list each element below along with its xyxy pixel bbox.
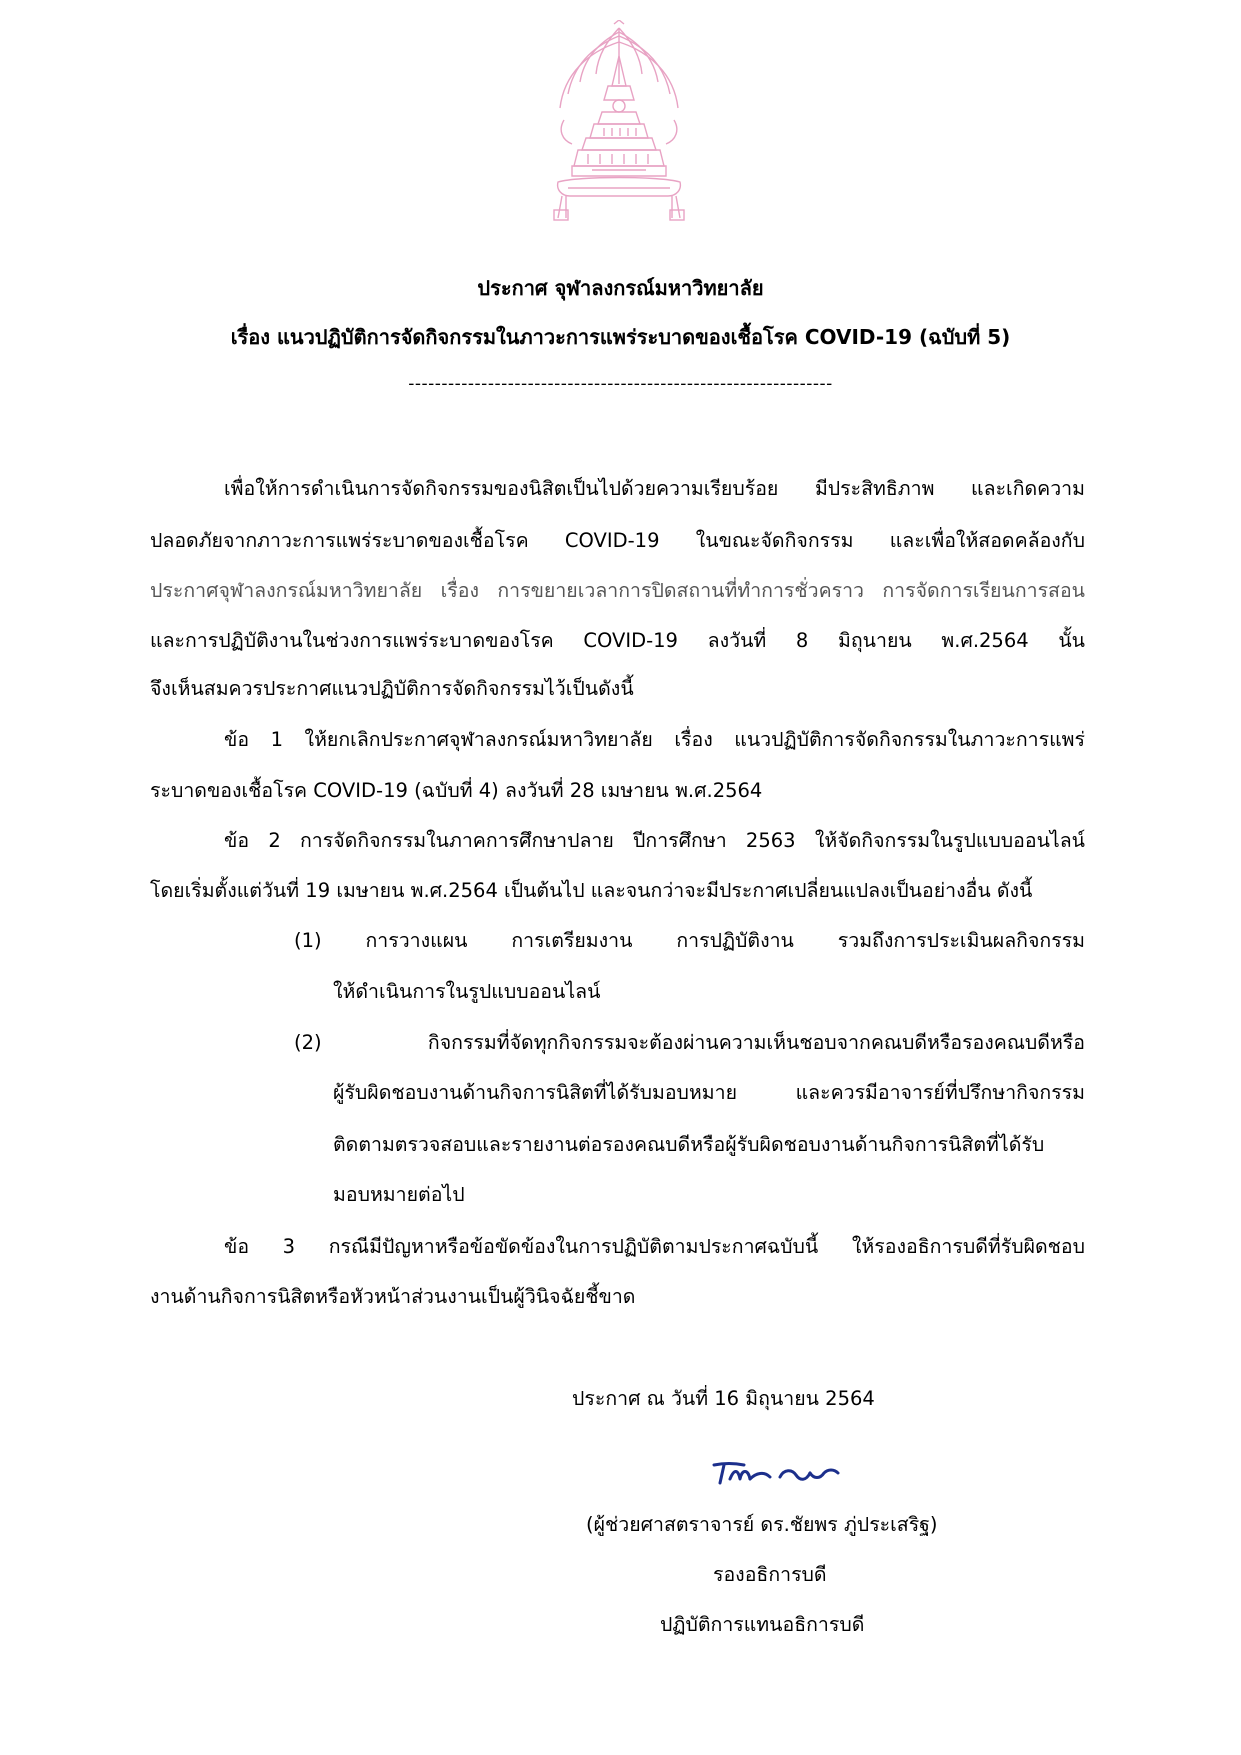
divider-line: ----------------------------------------------------------------	[408, 374, 833, 394]
intro-line: ประกาศจุฬาลงกรณ์มหาวิทยาลัย เรื่อง การขยายเวลาการปิดสถานที่ทำการชั่วคราว การจัดการเรียนการสอน	[150, 579, 1085, 602]
item-1-line: (1) การวางแผน การเตรียมงาน การปฏิบัติงาน รวมถึงการประเมินผลกิจกรรม	[294, 929, 1085, 952]
announcement-subject: เรื่อง แนวปฏิบัติการจัดกิจกรรมในภาวะการแพร่ระบาดของเชื้อโรค COVID-19 (ฉบับที่ 5)	[230, 325, 1011, 349]
item-1-line: ให้ดำเนินการในรูปแบบออนไลน์	[333, 980, 601, 1003]
university-seal-icon	[548, 20, 690, 222]
clause-1-line: ระบาดของเชื้อโรค COVID-19 (ฉบับที่ 4) ลงวันที่ 28 เมษายน พ.ศ.2564	[150, 779, 763, 802]
intro-line: ปลอดภัยจากภาวะการแพร่ระบาดของเชื้อโรค COVID-19 ในขณะจัดกิจกรรม และเพื่อให้สอดคล้องกับ	[150, 529, 1085, 552]
clause-3-line: งานด้านกิจการนิสิตหรือหัวหน้าส่วนงานเป็นผู้วินิจฉัยชี้ขาด	[150, 1285, 636, 1308]
clause-3-line: ข้อ 3 กรณีมีปัญหาหรือข้อขัดข้องในการปฏิบัติตามประกาศฉบับนี้ ให้รองอธิการบดีที่รับผิดชอบ	[224, 1235, 1085, 1258]
clause-2-line: โดยเริ่มตั้งแต่วันที่ 19 เมษายน พ.ศ.2564 เป็นต้นไป และจนกว่าจะมีประกาศเปลี่ยนแปลงเป็นอย่างอื่น ดังนี้	[150, 879, 1033, 902]
clause-2-line: ข้อ 2 การจัดกิจกรรมในภาคการศึกษาปลาย ปีการศึกษา 2563 ให้จัดกิจกรรมในรูปแบบออนไลน์	[224, 829, 1085, 852]
item-2-line: ติดตามตรวจสอบและรายงานต่อรองคณบดีหรือผู้รับผิดชอบงานด้านกิจการนิสิตที่ได้รับ	[333, 1133, 1045, 1156]
signature-image	[710, 1455, 842, 1491]
intro-line: เพื่อให้การดำเนินการจัดกิจกรรมของนิสิตเป็นไปด้วยความเรียบร้อย มีประสิทธิภาพ และเกิดความ	[224, 477, 1085, 500]
signer-name: (ผู้ช่วยศาสตราจารย์ ดร.ชัยพร ภู่ประเสริฐ)	[586, 1513, 938, 1536]
signer-position: รองอธิการบดี	[713, 1563, 827, 1586]
item-2-line: (2) กิจกรรมที่จัดทุกกิจกรรมจะต้องผ่านความเห็นชอบจากคณบดีหรือรองคณบดีหรือ	[294, 1031, 1085, 1054]
intro-line: จึงเห็นสมควรประกาศแนวปฏิบัติการจัดกิจกรรมไว้เป็นดังนี้	[150, 677, 634, 700]
item-2-line: มอบหมายต่อไป	[333, 1183, 465, 1206]
item-2-line: ผู้รับผิดชอบงานด้านกิจการนิสิตที่ได้รับมอบหมาย และควรมีอาจารย์ที่ปรึกษากิจกรรม	[333, 1081, 1085, 1104]
announcement-date: ประกาศ ณ วันที่ 16 มิถุนายน 2564	[572, 1387, 875, 1410]
announcement-title: ประกาศ จุฬาลงกรณ์มหาวิทยาลัย	[477, 276, 764, 300]
clause-1-line: ข้อ 1 ให้ยกเลิกประกาศจุฬาลงกรณ์มหาวิทยาลัย เรื่อง แนวปฏิบัติการจัดกิจกรรมในภาวะการแพร่	[224, 728, 1085, 751]
signer-acting-role: ปฏิบัติการแทนอธิการบดี	[660, 1613, 865, 1636]
intro-line: และการปฏิบัติงานในช่วงการแพร่ระบาดของโรค COVID-19 ลงวันที่ 8 มิถุนายน พ.ศ.2564 นั้น	[150, 629, 1085, 652]
